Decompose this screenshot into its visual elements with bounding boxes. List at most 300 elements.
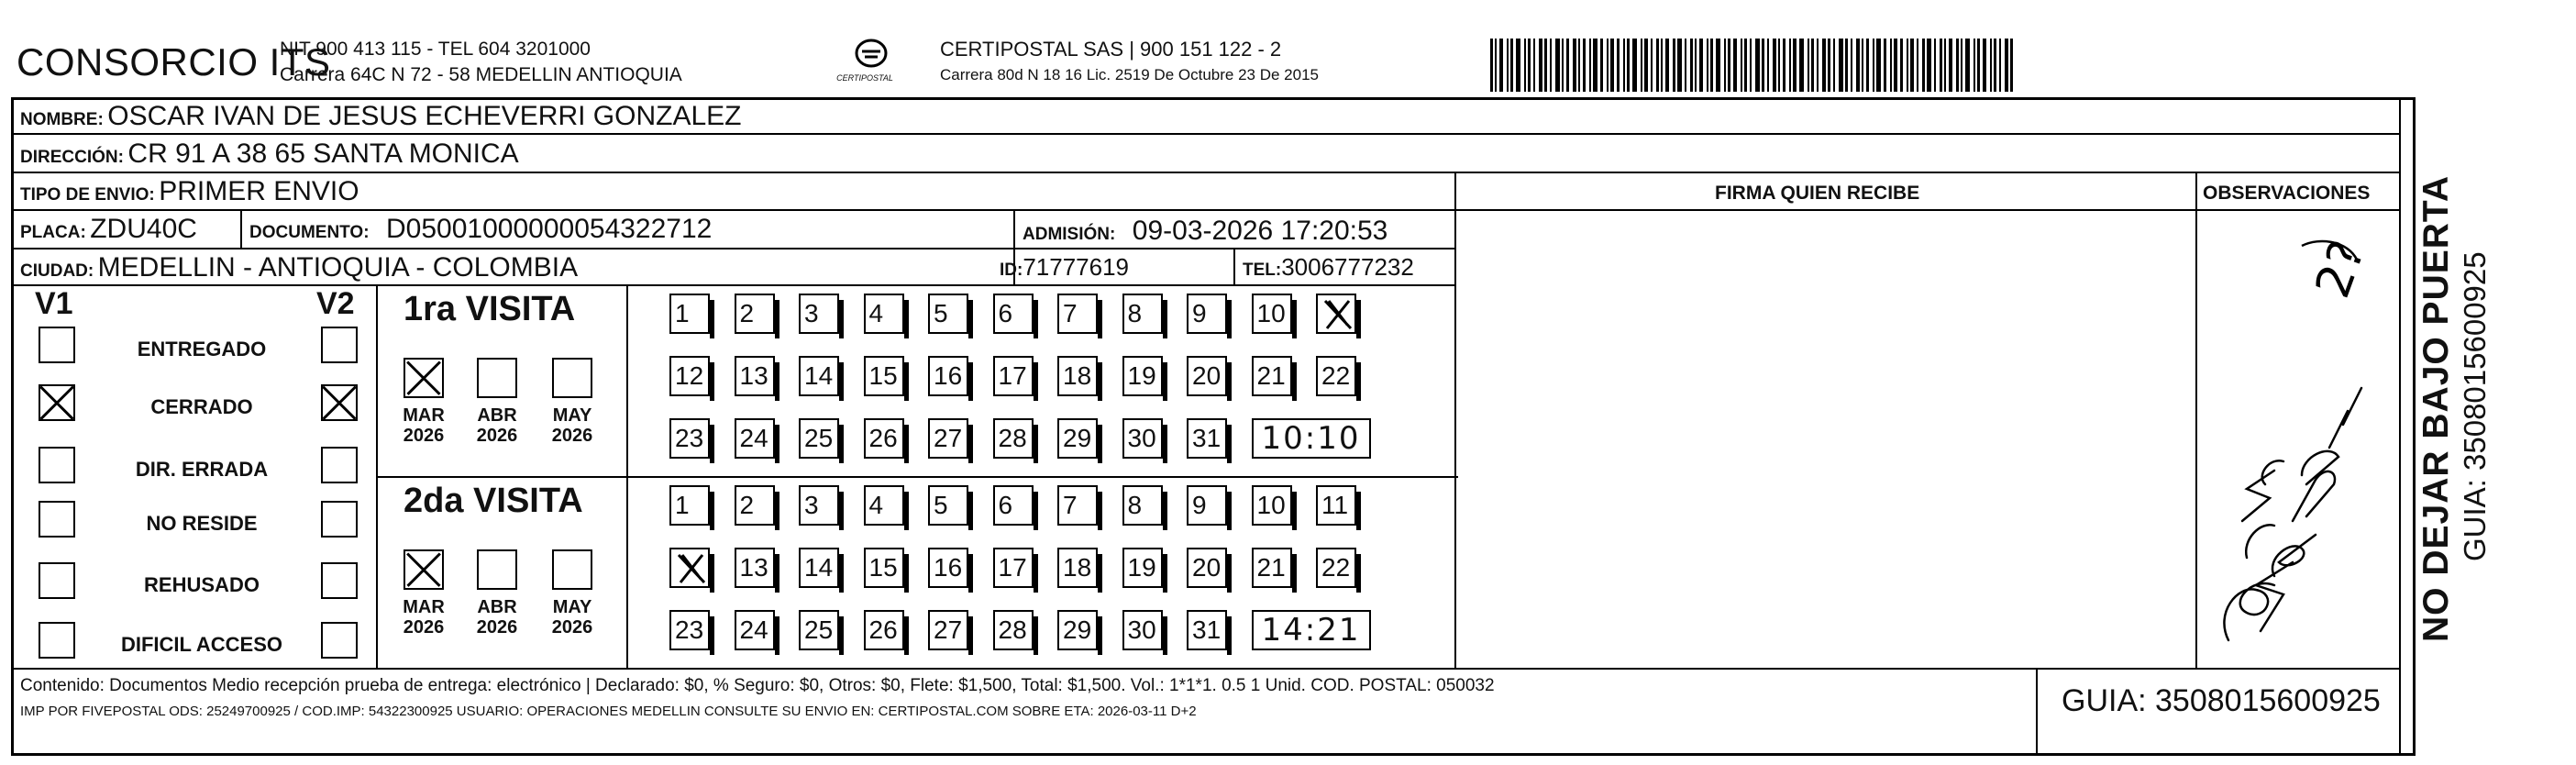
day-box[interactable] [1057,418,1098,459]
barcode-bar [1762,39,1764,92]
day-box[interactable] [1122,294,1163,334]
day-number: 6 [998,299,1013,327]
barcode-bar [1873,39,1874,92]
barcode-bar [1495,39,1497,92]
barcode-bar [1707,39,1708,92]
day-mark-icon [675,551,708,586]
barcode-bar [1589,39,1591,92]
barcode-bar [1562,39,1564,92]
id-value: 71777619 [1023,253,1130,281]
col-divider [2036,668,2038,756]
day-box[interactable] [735,610,775,650]
day-number: 13 [739,553,768,582]
v2-checkbox[interactable] [321,327,358,363]
barcode-bar [1566,39,1569,92]
barcode-bar [1539,39,1542,92]
day-box[interactable] [1057,610,1098,650]
day-number: 17 [998,361,1027,390]
day-number: 19 [1127,361,1156,390]
barcode-bar [1641,39,1642,92]
day-box[interactable] [1316,294,1356,334]
day-number: 1 [675,299,690,327]
day-box[interactable] [735,294,775,334]
month-year: 2026 [476,426,518,446]
barcode-bar [1793,39,1797,92]
day-number: 3 [804,491,819,519]
barcode-bar [1516,39,1520,92]
v2-checkbox[interactable] [321,447,358,483]
day-box[interactable] [799,418,839,459]
day-box[interactable] [864,294,904,334]
certipostal-logo-icon [830,37,912,92]
barcode-bar [1956,39,1959,92]
day-box[interactable] [1122,548,1163,588]
day-box[interactable] [735,485,775,526]
barcode-bar [1922,39,1925,92]
barcode-bar [1578,39,1580,92]
tel-label: TEL: [1243,261,1282,280]
barcode-bar [1728,39,1730,92]
row-divider [13,133,2399,135]
day-box[interactable] [993,548,1034,588]
day-number: 30 [1127,615,1156,644]
day-number: 9 [1192,491,1207,519]
row-divider [13,284,1454,286]
barcode-bar [1973,39,1975,92]
day-box[interactable] [864,548,904,588]
day-number: 25 [804,615,834,644]
day-box[interactable] [1187,418,1227,459]
month-label [545,597,600,638]
day-number: 4 [868,299,884,327]
month-label [396,597,451,638]
day-mark-icon [1321,297,1354,332]
day-box[interactable] [669,294,710,334]
barcode-bar [1690,39,1693,92]
barcode-bar [1799,39,1804,92]
nombre-label: NOMBRE: [20,110,104,129]
barcode-bar [1583,39,1586,92]
day-box[interactable] [1057,294,1098,334]
license-line: Carrera 80d N 18 16 Lic. 2519 De Octubre 23 De 2015 [940,66,1319,83]
day-number: 11 [1321,491,1349,519]
direccion-value: CR 91 A 38 65 SANTA MONICA [127,139,519,169]
day-box[interactable] [669,485,710,526]
day-number: 14 [804,553,834,582]
barcode-bar [2010,39,2013,92]
day-box[interactable] [1316,356,1356,396]
month-checkbox[interactable] [552,358,592,398]
month-name: MAR [403,597,445,617]
signature-icon [2210,209,2394,663]
status-label: REHUSADO [144,573,260,596]
barcode-bar [1811,39,1814,92]
barcode-bar [1999,39,2001,92]
company-name: CONSORCIO ITS [17,40,331,83]
day-box[interactable] [864,485,904,526]
day-box[interactable] [1057,485,1098,526]
footer-print-line: IMP POR FIVEPOSTAL ODS: 25249700925 / COD.IMP: 54322300925 USUARIO: OPERACIONES MEDELLIN CONSULTE SU ENVIO EN: CERTIPOSTAL.COM SOBRE ETA: 2026-03-11 D+2 [20,704,1197,719]
barcode [1490,39,2219,92]
day-box[interactable] [864,610,904,650]
barcode-bar [1665,39,1669,92]
id-label: ID: [1000,261,1023,280]
day-number: 3 [804,299,819,327]
day-box[interactable] [1252,485,1292,526]
tipo-envio-label: TIPO DE ENVIO: [20,185,155,205]
visit-title: 1ra VISITA [404,290,576,328]
barcode-bar [1528,39,1531,92]
barcode-bar [1866,39,1869,92]
barcode-bar [1983,39,1986,92]
barcode-bar [1783,39,1786,92]
nombre-value: OSCAR IVAN DE JESUS ECHEVERRI GONZALEZ [107,101,742,131]
barcode-bar [1845,39,1848,92]
day-number: 24 [739,424,768,452]
visit-time: 10:10 [1252,418,1371,459]
month-year: 2026 [551,426,593,446]
nombre-field [20,101,741,132]
v1-checkbox[interactable] [39,562,75,599]
day-number: 16 [934,553,963,582]
barcode-bar [1994,39,1996,92]
barcode-bar [1510,39,1513,92]
barcode-bar [1733,39,1737,92]
row-divider [13,209,2399,211]
barcode-bar [1716,39,1720,92]
day-number: 30 [1127,424,1156,452]
barcode-bar [1623,39,1625,92]
day-box[interactable] [1122,418,1163,459]
admision-label: ADMISIÓN: [1023,225,1116,244]
barcode-bar [1555,39,1560,92]
status-label: DIR. ERRADA [135,458,269,481]
barcode-bar [1839,39,1843,92]
day-number: 25 [804,424,834,452]
day-box[interactable] [735,418,775,459]
day-box[interactable] [1187,356,1227,396]
courier-line: CERTIPOSTAL SAS | 900 151 122 - 2 [940,38,1282,61]
day-box[interactable] [735,548,775,588]
day-number: 8 [1127,299,1143,327]
month-name: ABR [477,405,517,426]
col-divider [2195,172,2197,669]
barcode-bar [1632,39,1637,92]
day-box[interactable] [799,294,839,334]
day-number: 28 [998,424,1027,452]
day-box[interactable] [993,294,1034,334]
month-checkbox[interactable] [404,549,444,590]
day-number: 10 [1256,299,1286,327]
barcode-bar [1544,39,1547,92]
ciudad-value: MEDELLIN - ANTIOQUIA - COLOMBIA [97,252,579,283]
placa-label: PLACA: [20,223,86,242]
tel-field [1243,253,1414,282]
barcode-bar [1677,39,1682,92]
month-checkbox[interactable] [552,549,592,590]
barcode-bar [1710,39,1713,92]
v1-checkbox[interactable] [39,384,75,421]
barcode-bar [1808,39,1809,92]
barcode-bar [1910,39,1914,92]
ciudad-field [20,252,578,283]
v1-checkbox[interactable] [39,447,75,483]
col-divider [626,284,628,668]
barcode-bar [1644,39,1648,92]
observaciones-handwriting: 2? [2305,233,2376,305]
tipo-envio-field [20,176,359,207]
day-number: 7 [1063,299,1078,327]
day-number: 18 [1063,553,1092,582]
day-number: 24 [739,615,768,644]
day-number: 4 [868,491,884,519]
v2-checkbox[interactable] [321,562,358,599]
barcode-bar [1977,39,1980,92]
day-box[interactable] [669,548,710,588]
side-notice: NO DEJAR BAJO PUERTA [2416,174,2456,642]
day-box[interactable] [1316,548,1356,588]
v2-checkbox[interactable] [321,384,358,421]
day-box[interactable] [1187,610,1227,650]
footer-divider [13,668,2399,670]
barcode-bar [1593,39,1598,92]
day-box[interactable] [1316,485,1356,526]
v2-checkbox[interactable] [321,622,358,659]
day-number: 22 [1321,361,1351,390]
month-name: ABR [477,597,517,617]
day-number: 5 [934,491,948,519]
barcode-bar [1778,39,1780,92]
v2-header: V2 [316,286,355,321]
day-number: 27 [934,424,963,452]
barcode-bar [1990,39,1992,92]
barcode-bar [1490,39,1493,92]
barcode-bar [1907,39,1908,92]
day-box[interactable] [735,356,775,396]
day-box[interactable] [864,356,904,396]
day-number: 27 [934,615,963,644]
barcode-bar [1833,39,1835,92]
barcode-bar [1699,39,1703,92]
day-box[interactable] [1122,356,1163,396]
day-box[interactable] [1252,548,1292,588]
visit-divider [376,476,1458,478]
barcode-bar [1773,39,1776,92]
barcode-bar [1856,39,1860,92]
day-box[interactable] [1187,294,1227,334]
day-box[interactable] [1057,356,1098,396]
day-box[interactable] [669,418,710,459]
barcode-bar [1661,39,1663,92]
observaciones-header: OBSERVACIONES [2203,183,2371,204]
day-box[interactable] [799,610,839,650]
row-divider [13,172,2399,173]
company-address: Carrera 64C N 72 - 58 MEDELLIN ANTIOQUIA [280,64,682,85]
barcode-bar [1944,39,1946,92]
barcode-bar [1673,39,1675,92]
month-year: 2026 [403,426,445,446]
day-number: 19 [1127,553,1156,582]
v1-checkbox[interactable] [39,622,75,659]
placa-value: ZDU40C [90,214,197,244]
month-year: 2026 [403,617,445,638]
day-number: 20 [1192,553,1222,582]
barcode-bar [1828,39,1830,92]
day-box[interactable] [928,485,968,526]
barcode-bar [1940,39,1942,92]
day-number: 15 [868,361,898,390]
documento-value: D05001000000054322712 [386,214,713,244]
v2-checkbox[interactable] [321,501,358,538]
id-field [1000,253,1129,282]
day-box[interactable] [928,294,968,334]
barcode-bar [1900,39,1903,92]
day-box[interactable] [864,418,904,459]
day-box[interactable] [1187,548,1227,588]
barcode-bar [1573,39,1576,92]
company-info [280,37,682,88]
month-name: MAY [552,597,592,617]
barcode-bar [1724,39,1726,92]
tel-value: 3006777232 [1281,253,1414,281]
day-number: 15 [868,553,898,582]
month-year: 2026 [476,617,518,638]
day-number: 26 [868,424,898,452]
day-box[interactable] [1252,294,1292,334]
day-number: 23 [675,424,704,452]
col-divider [1454,172,1456,669]
barcode-bar [2005,39,2008,92]
day-number: 5 [934,299,948,327]
barcode-bar [1524,39,1526,92]
day-box[interactable] [1122,610,1163,650]
barcode-bar [1607,39,1609,92]
day-number: 26 [868,615,898,644]
day-box[interactable] [993,485,1034,526]
status-label: DIFICIL ACCESO [120,633,282,656]
barcode-bar [1862,39,1863,92]
day-number: 29 [1063,615,1092,644]
barcode-bar [1884,39,1886,92]
barcode-bar [1755,39,1760,92]
day-number: 13 [739,361,768,390]
barcode-bar [1890,39,1892,92]
status-label: CERRADO [150,395,253,418]
documento-label: DOCUMENTO: [249,223,370,242]
month-checkbox[interactable] [477,358,517,398]
firma-header: FIRMA QUIEN RECIBE [1715,183,1920,204]
day-box[interactable] [799,548,839,588]
barcode-bar [1927,39,1931,92]
barcode-bar [1961,39,1962,92]
day-number: 9 [1192,299,1207,327]
month-year: 2026 [551,617,593,638]
day-number: 10 [1256,491,1286,519]
day-box[interactable] [993,418,1034,459]
barcode-bar [1822,39,1826,92]
courier-info [940,37,1319,88]
day-number: 17 [998,553,1027,582]
day-number: 2 [739,299,755,327]
visit-time: 14:21 [1252,610,1371,650]
month-checkbox[interactable] [404,358,444,398]
day-number: 23 [675,615,704,644]
barcode-bar [1695,39,1697,92]
barcode-bar [1851,39,1852,92]
barcode-bar [1550,39,1552,92]
day-box[interactable] [993,610,1034,650]
status-label: ENTREGADO [137,338,267,360]
month-name: MAY [552,405,592,426]
day-box[interactable] [669,610,710,650]
nit-line: NIT 900 413 115 - TEL 604 3201000 [280,39,591,60]
barcode-bar [1934,39,1936,92]
barcode-bar [1789,39,1791,92]
day-number: 6 [998,491,1013,519]
day-number: 28 [998,615,1027,644]
day-number: 14 [804,361,834,390]
admision-field [1023,216,1388,247]
barcode-bar [1617,39,1620,92]
barcode-bar [1894,39,1897,92]
col-divider [1233,248,1235,284]
documento-field [249,214,712,245]
admision-value: 09-03-2026 17:20:53 [1132,216,1388,246]
placa-field [20,214,197,245]
barcode-bar [1744,39,1747,92]
month-checkbox[interactable] [477,549,517,590]
day-number: 21 [1256,361,1286,390]
month-label [545,405,600,446]
barcode-bar [1656,39,1659,92]
day-box[interactable] [799,356,839,396]
day-number: 7 [1063,491,1078,519]
day-box[interactable] [1057,548,1098,588]
day-number: 29 [1063,424,1092,452]
day-box[interactable] [799,485,839,526]
barcode-bar [1610,39,1614,92]
col-divider [376,284,378,668]
barcode-bar [1965,39,1970,92]
v1-checkbox[interactable] [39,327,75,363]
day-box[interactable] [928,610,968,650]
logo-text: CERTIPOSTAL [836,73,893,83]
month-label [470,597,525,638]
barcode-bar [1917,39,1918,92]
day-box[interactable] [993,356,1034,396]
barcode-bar [1600,39,1603,92]
direccion-field [20,139,519,170]
day-box[interactable] [1252,356,1292,396]
day-number: 22 [1321,553,1351,582]
day-box[interactable] [1122,485,1163,526]
month-name: MAR [403,405,445,426]
month-label [470,405,525,446]
barcode-bar [1533,39,1535,92]
day-box[interactable] [1187,485,1227,526]
barcode-bar [1741,39,1742,92]
ciudad-label: CIUDAD: [20,261,94,281]
barcode-bar [1750,39,1752,92]
day-box[interactable] [928,418,968,459]
visit-title: 2da VISITA [404,482,583,520]
v1-checkbox[interactable] [39,501,75,538]
day-box[interactable] [928,548,968,588]
barcode-bar [1507,39,1509,92]
barcode-bar [1651,39,1653,92]
day-box[interactable] [669,356,710,396]
day-box[interactable] [928,356,968,396]
